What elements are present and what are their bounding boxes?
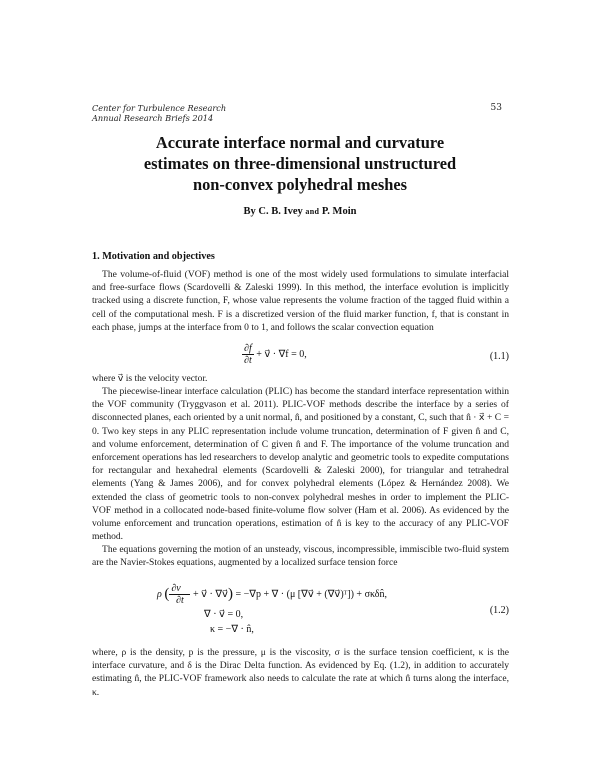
paragraph-2-text: The piecewise-linear interface calculation (PLIC) has become the standard interface representation within the VOF community (Tryggvason et al. 2011). PLIC-VOF methods describe the interface by a series of disconnected planes, each oriented by a unit normal, n̂, and positioned by a constant, C, such that n̂ · x⃗ + C = 0. Two key steps in any PLIC representation include volume truncation, determination of F given n̂ and C, and volume enforcement, determination of C given n̂ and F. The importance of the volume truncation and enforcement operations has led researchers to develop analytic and geometric tools to expedite computations for rectangular and hexahedral elements (Scardovelli & Zaleski 2000), for triangular and tetrahedral elements (Yang & James 2006), and for convex polyhedral elements (López & Hernández 2008). We extended the class of geometric tools to non-convex polyhedral meshes in order to implement the PLIC-VOF method in a collocated node-based finite-volume flow solver (Ham et al. 2006). As evidenced by the volume enforcement and truncation operations, estimation of n̂ is key to the accuracy of any PLIC-VOF method. <box>92 386 509 543</box>
curvature-equation: κ = −∇ · n̂, <box>210 624 254 635</box>
running-header <box>92 103 226 123</box>
page-number: 53 <box>490 103 502 113</box>
author-conjunction: and <box>305 207 320 216</box>
title-line-2: estimates on three-dimensional unstructured <box>143 154 457 173</box>
paragraph-1 <box>92 268 509 334</box>
paragraph-4 <box>92 646 509 699</box>
equation-1-2: ρ ( $\frac{\partial v⃗}{\partial t}$ + v⃗ · ∇v⃗) = −∇p + ∇ · (μ [∇v⃗ + (∇v⃗)ᵀ]) + σκδn̂, ∇ · v⃗ = 0, κ = −∇ · n̂, (1.2) <box>157 583 509 635</box>
equation-1-1 <box>92 343 509 373</box>
material-derivative-fraction: $\frac{\partial v⃗}{\partial t}$ <box>171 583 189 606</box>
momentum-rhs: = −∇p + ∇ · (μ [∇v⃗ + (∇v⃗)ᵀ]) + σκδn̂, <box>235 588 387 600</box>
title-line-1: Accurate interface normal and curvature <box>155 133 445 152</box>
paragraph-4-text: where, ρ is the density, p is the pressure, μ is the viscosity, σ is the surface tension coefficient, κ is the interface curvature, and δ is the Dirac Delta function. As evidenced by Eq. (1.2), in addition to accurately estimating n̂, the PLIC-VOF framework also needs to calculate the rate at which n̂ turns along the interface, κ. <box>92 647 509 698</box>
journal-volume: Annual Research Briefs 2014 <box>92 113 214 123</box>
title-line-3: non-convex polyhedral meshes <box>193 175 407 194</box>
paragraph-3 <box>92 543 509 569</box>
author-second: P. Moin <box>321 206 357 217</box>
section-heading: 1. Motivation and objectives <box>92 251 215 262</box>
journal-name: Center for Turbulence Research <box>92 103 227 113</box>
paragraph-2 <box>92 385 509 543</box>
author-first: By C. B. Ivey <box>243 206 303 217</box>
author-line <box>92 206 508 217</box>
paragraph-1b <box>92 372 509 385</box>
partial-derivative-fraction: $\frac{\partial f}{\partial t}$ <box>244 343 252 366</box>
equation-1-1-number: (1.1) <box>489 351 509 362</box>
paragraph-1-text: The volume-of-fluid (VOF) method is one of the most widely used formulations to simulate interfacial and free-surface flows (Scardovelli & Zaleski 1999). In this method, the interface evolution is implicitly tracked using a discrete function, F, whose value represents the volume fraction of the tagged fluid within a cell of the computational mesh. F is a discretized version of the fluid marker function, f, that is constant in each phase, jumps at the interface from 0 to 1, and follows the scalar convection equation <box>92 269 509 333</box>
equation-1-2-number: (1.2) <box>489 605 509 616</box>
continuity-equation: ∇ · v⃗ = 0, <box>204 609 244 620</box>
equation-1-1-rhs: + v⃗ · ∇f = 0, <box>256 348 307 360</box>
paragraph-3-text: The equations governing the motion of an unsteady, viscous, incompressible, immiscible two-fluid system are the Navier-Stokes equations, augmented by a localized surface tension force <box>92 544 509 569</box>
paragraph-1b-text: where v⃗ is the velocity vector. <box>92 373 208 384</box>
paper-title <box>92 132 508 195</box>
